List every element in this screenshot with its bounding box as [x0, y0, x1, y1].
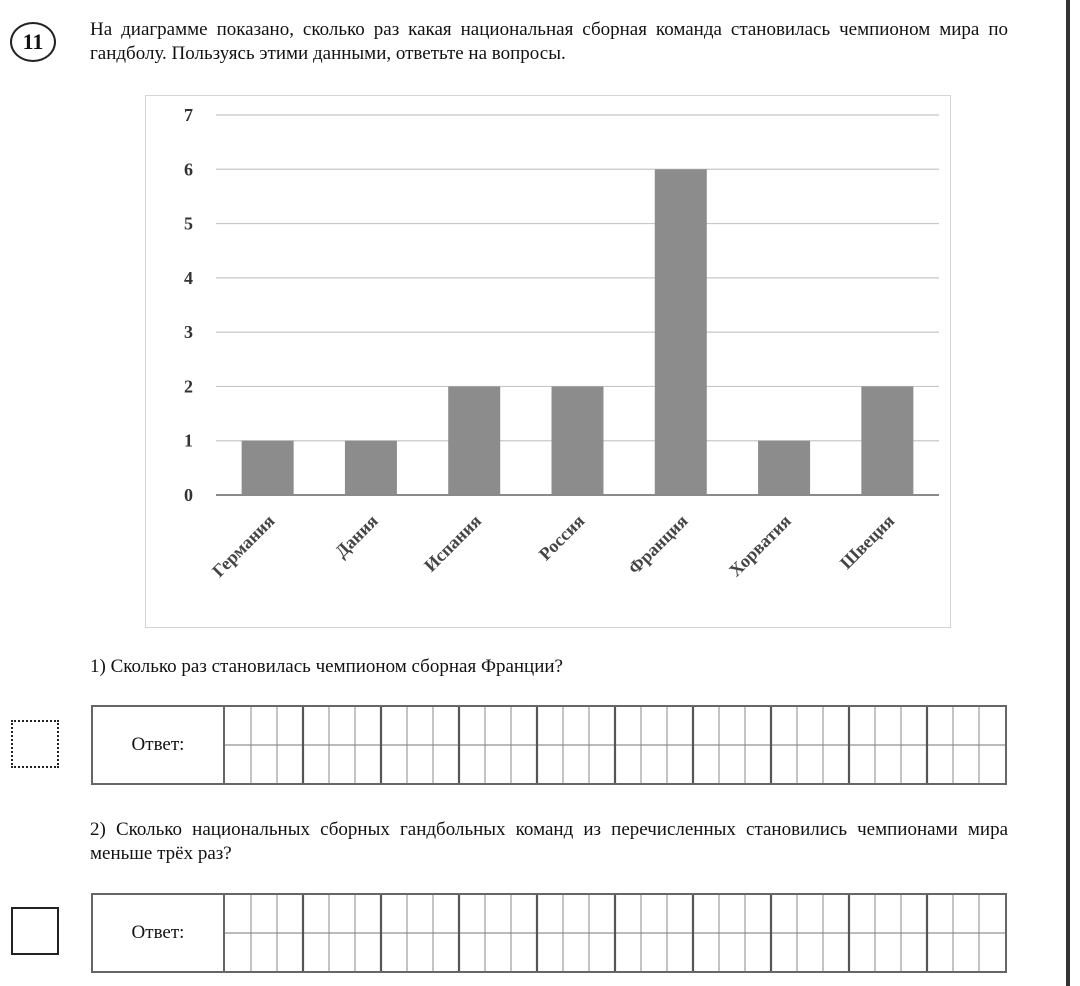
bar-6: [758, 441, 810, 495]
bar-3: [448, 386, 500, 495]
answer-field-1[interactable]: [91, 705, 1007, 785]
answer-label-1: Ответ:: [93, 707, 225, 783]
bar-4: [552, 386, 604, 495]
x-tick-label-5: Франция: [624, 510, 692, 579]
bar-1: [242, 441, 294, 495]
question-1-text: 1) Сколько раз становилась чемпионом сборная Франции?: [90, 656, 563, 677]
x-tick-label-7: Швеция: [835, 510, 899, 573]
answer-field-2[interactable]: [91, 893, 1007, 973]
chart-svg: [146, 96, 952, 629]
y-tick-label-7: 7: [184, 105, 193, 125]
x-tick-label-3: Испания: [420, 510, 486, 576]
y-tick-label-5: 5: [184, 213, 193, 234]
task-number: 11: [22, 29, 44, 54]
task-intro-text: На диаграмме показано, сколько раз какая национальная сборная команда становилась чемпионом мира по гандболу. Пользуясь этими данными, ответьте на вопросы.: [90, 19, 1008, 64]
score-box-2: [11, 907, 59, 955]
question-2-text: 2) Сколько национальных сборных гандбольных команд из перечисленных становились чемпионами мира меньше трёх раз?: [90, 819, 1008, 864]
y-tick-label-2: 2: [184, 376, 193, 397]
y-tick-label-1: 1: [184, 430, 193, 451]
y-tick-label-4: 4: [184, 267, 193, 288]
answer-grid-1[interactable]: [225, 707, 1005, 783]
bar-2: [345, 441, 397, 495]
x-tick-label-1: Германия: [208, 510, 279, 581]
x-tick-label-2: Дания: [330, 510, 382, 562]
page-right-border: [1066, 0, 1070, 986]
y-tick-label-6: 6: [184, 159, 193, 180]
answer-label-2: Ответ:: [93, 895, 225, 971]
bar-5: [655, 169, 707, 495]
x-tick-label-4: Россия: [534, 510, 589, 565]
task-number-badge: [10, 22, 56, 62]
y-tick-label-3: 3: [184, 322, 193, 343]
x-tick-label-6: Хорватия: [725, 510, 795, 581]
bar-chart: [145, 95, 951, 628]
bar-7: [861, 386, 913, 495]
answer-grid-2[interactable]: [225, 895, 1005, 975]
y-tick-label-0: 0: [184, 485, 193, 505]
score-box-1: [11, 720, 59, 768]
